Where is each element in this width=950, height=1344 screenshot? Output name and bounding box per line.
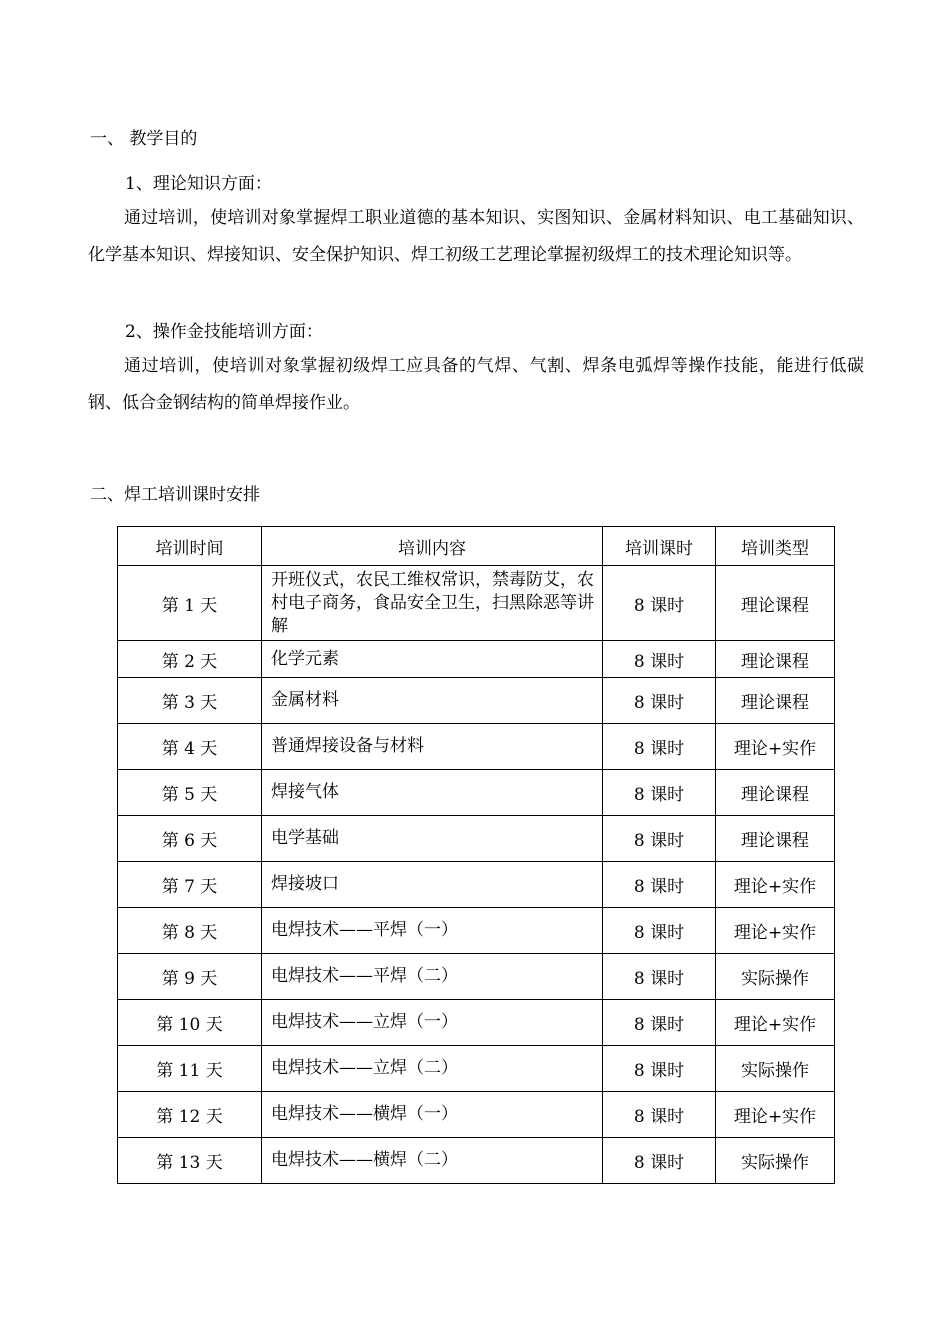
table-row [118,816,835,862]
table-header-row [118,527,835,566]
header-hours: 培训课时 [603,527,716,566]
cell-day: 第 13 天 [118,1138,262,1184]
table-row [118,862,835,908]
section-1-title: 一、 教学目的 [90,129,198,149]
cell-type: 实际操作 [716,954,835,1000]
cell-hours: 8 课时 [603,641,716,678]
cell-type: 理论+实作 [716,862,835,908]
table-row [118,1046,835,1092]
subsection-skills-title: 2、操作金技能培训方面： [125,322,323,342]
cell-content: 电焊技术——立焊（一） [262,1000,603,1046]
cell-content: 化学元素 [262,641,603,678]
cell-day: 第 2 天 [118,641,262,678]
subsection-theory-title: 1、理论知识方面： [125,174,272,194]
cell-content: 电学基础 [262,816,603,862]
cell-content: 电焊技术——立焊（二） [262,1046,603,1092]
table-row [118,770,835,816]
table-row [118,566,835,641]
cell-type: 理论课程 [716,678,835,724]
cell-type: 理论课程 [716,566,835,641]
cell-day: 第 4 天 [118,724,262,770]
cell-type: 实际操作 [716,1138,835,1184]
table-row [118,724,835,770]
cell-hours: 8 课时 [603,1000,716,1046]
cell-content: 电焊技术——平焊（一） [262,908,603,954]
cell-type: 理论+实作 [716,724,835,770]
section-2-title: 二、焊工培训课时安排 [90,485,260,505]
header-content: 培训内容 [262,527,603,566]
cell-day: 第 10 天 [118,1000,262,1046]
cell-day: 第 7 天 [118,862,262,908]
cell-type: 理论+实作 [716,908,835,954]
cell-content: 普通焊接设备与材料 [262,724,603,770]
cell-type: 实际操作 [716,1046,835,1092]
cell-day: 第 8 天 [118,908,262,954]
cell-content: 焊接坡口 [262,862,603,908]
header-time: 培训时间 [118,527,262,566]
table-row [118,1092,835,1138]
cell-content: 焊接气体 [262,770,603,816]
cell-day: 第 12 天 [118,1092,262,1138]
cell-day: 第 6 天 [118,816,262,862]
table-row [118,1138,835,1184]
cell-day: 第 3 天 [118,678,262,724]
cell-hours: 8 课时 [603,1046,716,1092]
cell-hours: 8 课时 [603,816,716,862]
table-row [118,678,835,724]
cell-content: 电焊技术——平焊（二） [262,954,603,1000]
cell-content: 电焊技术——横焊（一） [262,1092,603,1138]
cell-type: 理论课程 [716,770,835,816]
cell-hours: 8 课时 [603,770,716,816]
header-type: 培训类型 [716,527,835,566]
cell-type: 理论课程 [716,641,835,678]
table-row [118,954,835,1000]
table-row [118,908,835,954]
table-row [118,641,835,678]
cell-content: 开班仪式，农民工维权常识，禁毒防艾，农村电子商务，食品安全卫生，扫黑除恶等讲解 [262,566,603,641]
cell-hours: 8 课时 [603,862,716,908]
cell-type: 理论课程 [716,816,835,862]
skills-paragraph: 通过培训，使培训对象掌握初级焊工应具备的气焊、气割、焊条电弧焊等操作技能，能进行低碳钢、低合金钢结构的简单焊接作业。 [88,356,864,413]
table-row [118,1000,835,1046]
theory-paragraph: 通过培训，使培训对象掌握焊工职业道德的基本知识、实图知识、金属材料知识、电工基础知识、化学基本知识、焊接知识、安全保护知识、焊工初级工艺理论掌握初级焊工的技术理论知识等。 [88,208,864,265]
cell-hours: 8 课时 [603,908,716,954]
cell-type: 理论+实作 [716,1000,835,1046]
cell-day: 第 1 天 [118,566,262,641]
cell-day: 第 11 天 [118,1046,262,1092]
cell-hours: 8 课时 [603,1092,716,1138]
cell-day: 第 5 天 [118,770,262,816]
cell-hours: 8 课时 [603,954,716,1000]
cell-hours: 8 课时 [603,566,716,641]
cell-content: 金属材料 [262,678,603,724]
cell-type: 理论+实作 [716,1092,835,1138]
schedule-table [117,526,835,1184]
cell-day: 第 9 天 [118,954,262,1000]
cell-hours: 8 课时 [603,678,716,724]
cell-hours: 8 课时 [603,724,716,770]
cell-hours: 8 课时 [603,1138,716,1184]
cell-content: 电焊技术——横焊（二） [262,1138,603,1184]
